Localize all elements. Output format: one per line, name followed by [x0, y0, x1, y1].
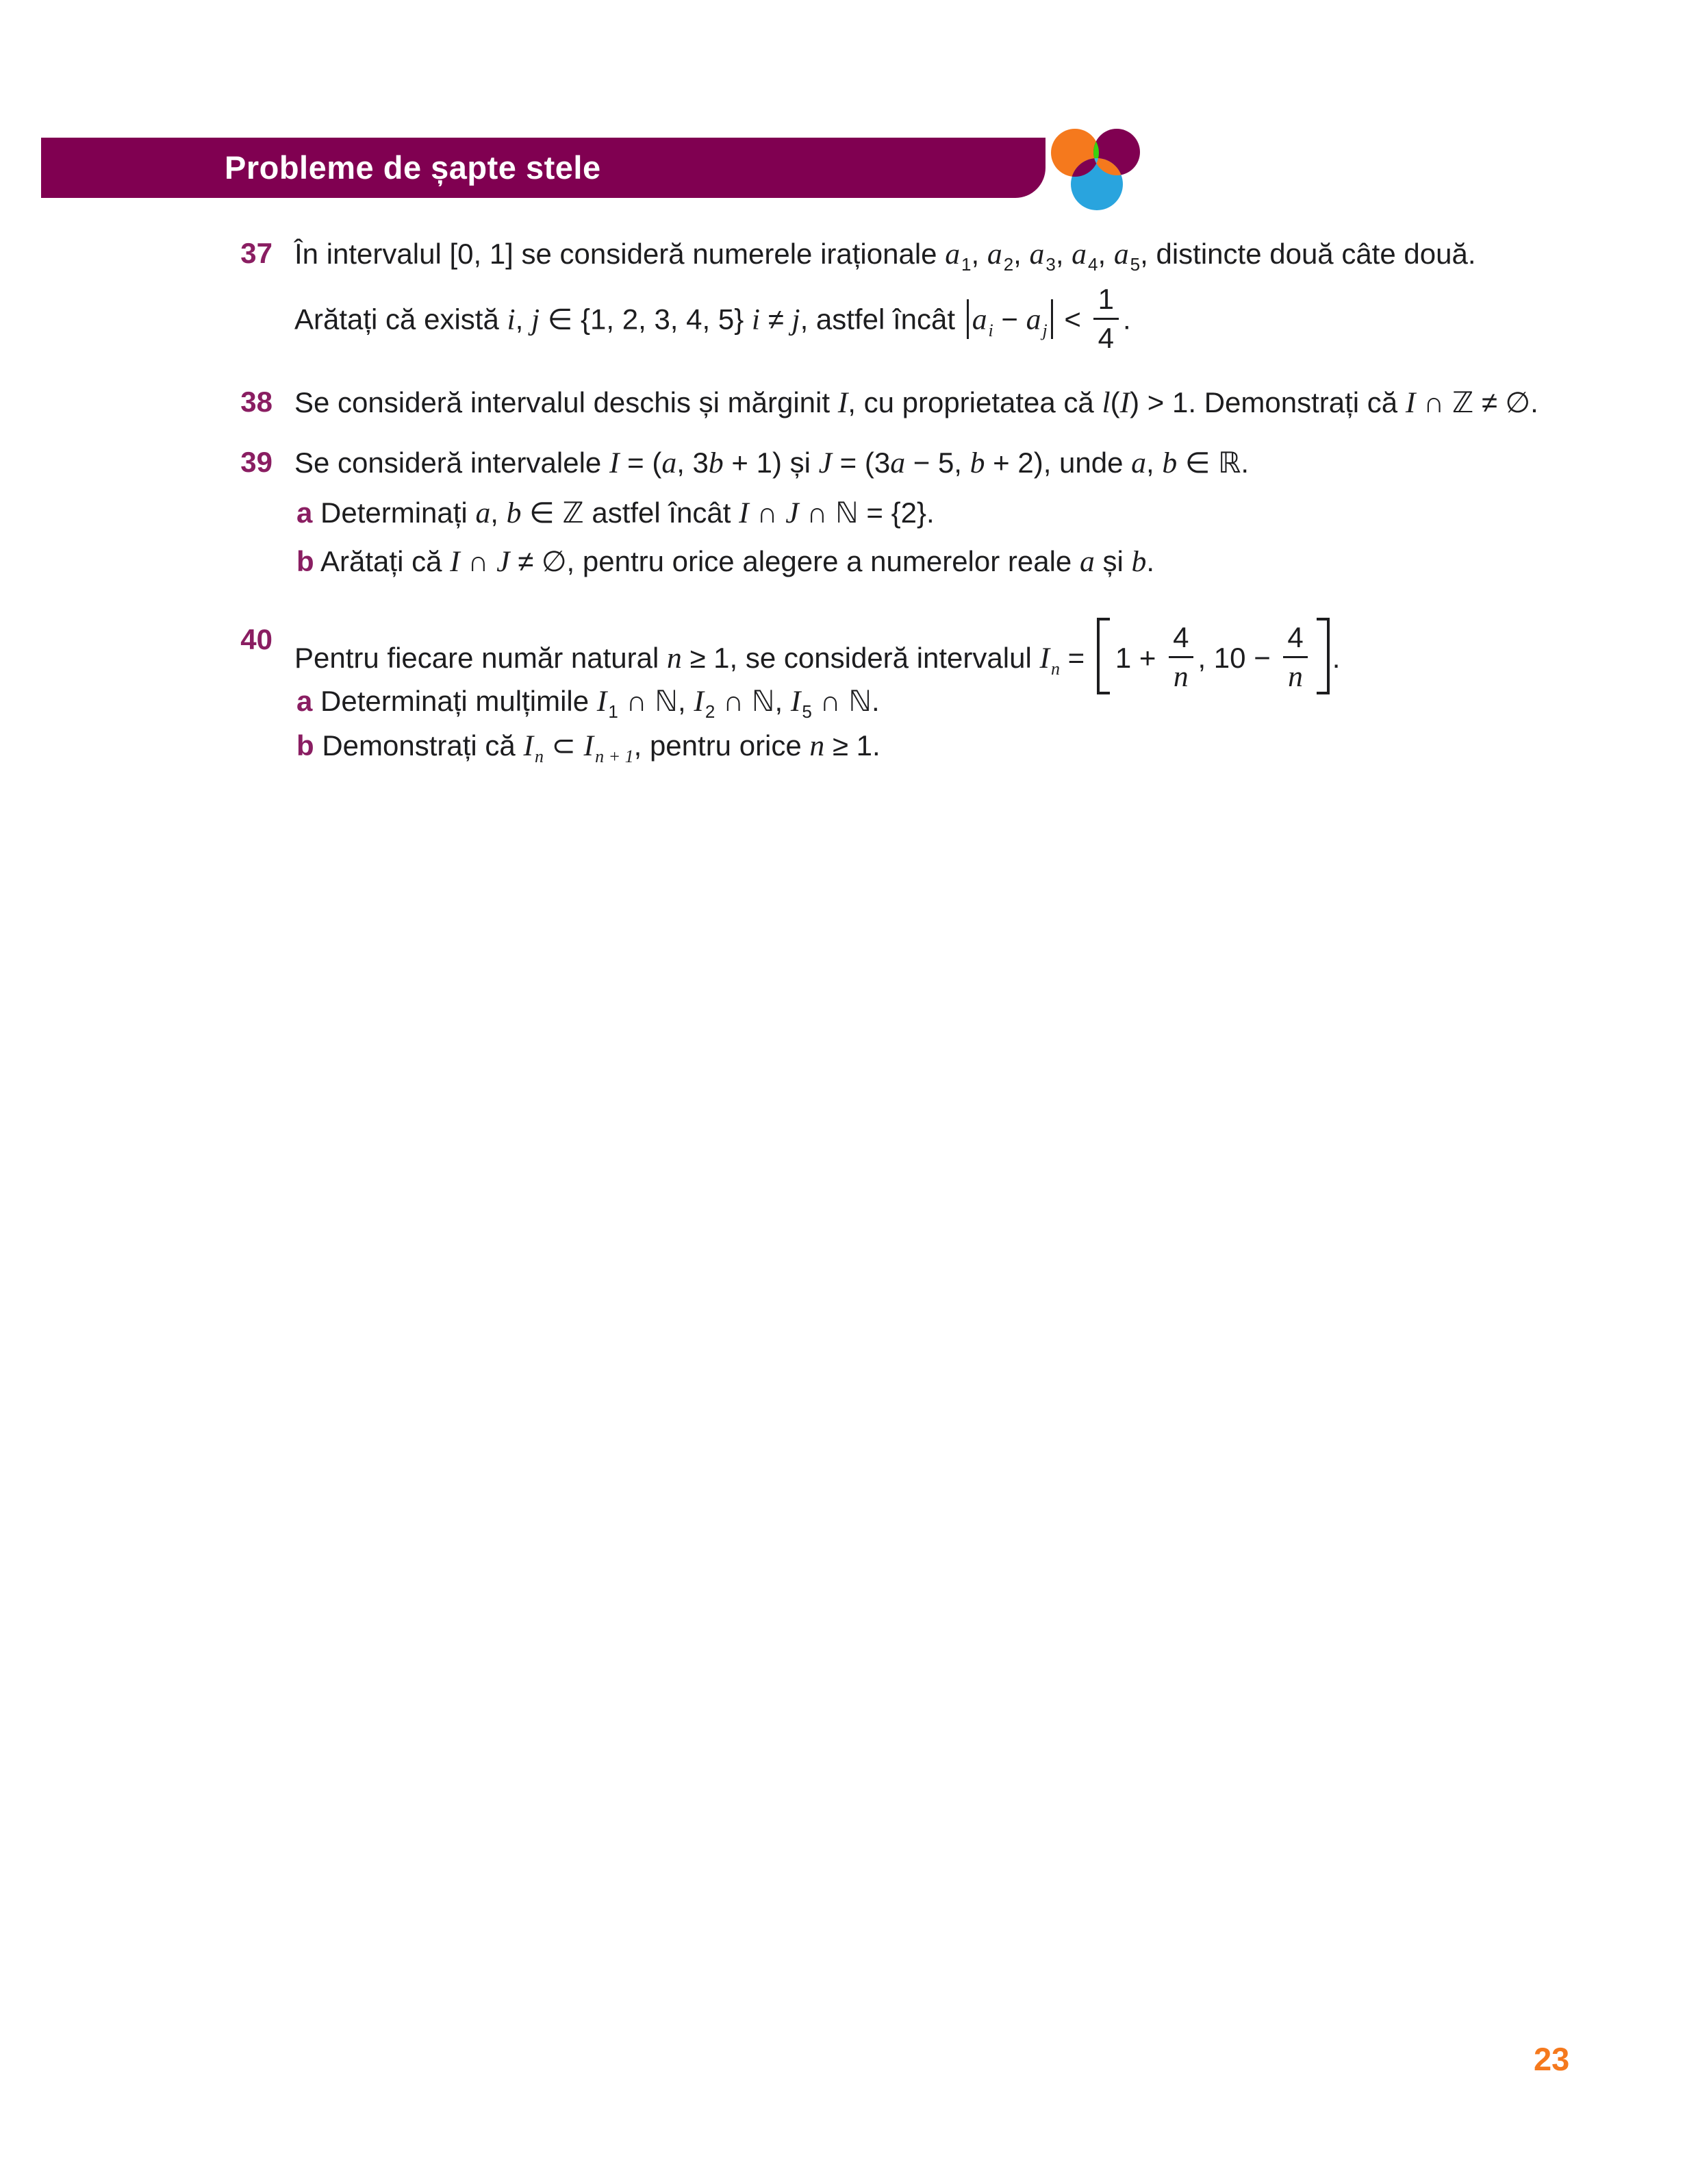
math-var: n — [809, 729, 825, 762]
math-var: a — [475, 497, 491, 529]
math-isub: j — [1042, 320, 1048, 340]
math-var: b — [1162, 447, 1178, 479]
math-var: l — [1102, 386, 1111, 419]
math-var: b — [506, 497, 522, 529]
math-txt: , 3 — [676, 447, 709, 479]
math-txt: . — [1146, 545, 1154, 577]
problem-number-39: 39 — [240, 446, 273, 478]
math-txt: și — [1094, 545, 1132, 577]
math-isub: n + 1 — [595, 746, 634, 766]
math-txt: < — [1056, 303, 1089, 336]
math-txt: Pentru fiecare număr natural — [294, 642, 667, 675]
math-var: J — [496, 545, 510, 578]
math-txt: 1 + — [1115, 642, 1165, 675]
math-var: i — [751, 303, 761, 336]
math-var: a — [1029, 238, 1045, 271]
math-txt: = — [1060, 642, 1093, 675]
math-var: I — [790, 685, 801, 718]
math-var: j — [531, 303, 540, 336]
math-var: n — [666, 642, 682, 675]
math-lbr — [1097, 618, 1110, 694]
math-txt: , astfel încât — [800, 303, 963, 336]
math-txt: ∩ ℕ, — [618, 685, 694, 717]
math-txt: ∈ {1, 2, 3, 4, 5} — [540, 303, 752, 336]
math-var: I — [837, 386, 848, 419]
math-lbl: a — [296, 497, 313, 529]
math-sub: 3 — [1046, 254, 1056, 275]
math-bar — [1051, 299, 1053, 339]
fraction-numerator: 1 — [1098, 283, 1114, 315]
problem-38-line-1 — [294, 384, 1538, 422]
math-txt: − 5, — [905, 447, 970, 479]
math-txt: , cu proprietatea că — [848, 386, 1102, 418]
problem-37-line-1 — [294, 236, 1475, 273]
math-var: J — [785, 497, 799, 529]
math-txt: Arătați că există — [294, 303, 507, 336]
math-txt: ⊂ — [543, 729, 584, 762]
math-txt: − — [993, 303, 1026, 336]
math-txt: ∩ ℕ = {2}. — [798, 497, 935, 529]
fraction-denominator: 4 — [1093, 318, 1119, 353]
math-txt: Determinați mulțimile — [312, 685, 597, 717]
math-frac — [1282, 620, 1308, 693]
math-txt: , — [1013, 238, 1030, 270]
math-var: b — [708, 447, 724, 479]
math-txt: Arătați că — [314, 545, 451, 577]
problem-39-item-b — [296, 543, 1154, 581]
math-var: i — [507, 303, 516, 336]
math-var: a — [661, 447, 677, 479]
problem-number-40: 40 — [240, 623, 273, 655]
math-isub: n — [534, 746, 544, 766]
section-title: Probleme de șapte stele — [225, 149, 601, 186]
math-txt: În intervalul [0, 1] se consideră numerele iraționale — [294, 238, 946, 270]
math-sub: 5 — [1130, 254, 1141, 275]
math-frac — [1168, 620, 1193, 693]
math-sub: 1 — [608, 701, 618, 722]
math-lbl: a — [296, 685, 313, 717]
math-rbr — [1317, 618, 1330, 694]
math-var: I — [1405, 386, 1416, 419]
math-txt: ∩ ℕ, — [715, 685, 791, 717]
math-sub: 4 — [1088, 254, 1098, 275]
math-txt: + 1) și — [723, 447, 819, 479]
math-txt: ≠ ∅, pentru orice alegere a numerelor reale — [509, 545, 1080, 577]
math-txt: Se consideră intervalele — [294, 447, 609, 479]
math-var: I — [596, 685, 607, 718]
math-txt: , pentru orice — [633, 729, 810, 762]
math-var: I — [450, 545, 460, 578]
math-txt: , 10 − — [1198, 642, 1279, 675]
math-txt: , — [490, 497, 507, 529]
math-txt: ∈ ℤ astfel încât — [521, 497, 739, 529]
math-txt: , — [1055, 238, 1072, 270]
math-sub: 2 — [1003, 254, 1014, 275]
math-var: j — [791, 303, 800, 336]
math-var: a — [1079, 545, 1095, 578]
publisher-logo-circles-icon — [1049, 122, 1145, 212]
math-var: J — [818, 447, 833, 479]
math-txt: ∩ ℤ ≠ ∅. — [1415, 386, 1538, 418]
math-sub: 2 — [705, 701, 715, 722]
math-txt: = ( — [619, 447, 662, 479]
math-txt: ≠ — [760, 303, 792, 336]
math-var: I — [694, 685, 704, 718]
math-lbl: b — [296, 545, 314, 577]
math-var: a — [1072, 238, 1087, 271]
math-txt: , — [515, 303, 531, 336]
math-var: a — [972, 303, 987, 336]
math-var: I — [609, 447, 620, 479]
fraction-numerator: 4 — [1173, 620, 1189, 653]
math-var: I — [1039, 642, 1050, 675]
math-isub: i — [988, 320, 993, 340]
math-sub: 5 — [802, 701, 812, 722]
math-txt: ( — [1110, 386, 1120, 418]
math-var: I — [739, 497, 749, 529]
problem-40-item-a — [296, 683, 880, 720]
math-sub: 1 — [961, 254, 972, 275]
problem-number-38: 38 — [240, 386, 273, 418]
problem-39-item-a — [296, 494, 935, 532]
problem-40-item-b — [296, 727, 880, 766]
fraction-numerator: 4 — [1287, 620, 1304, 653]
math-txt: = (3 — [832, 447, 891, 479]
math-var: a — [987, 238, 1002, 271]
math-txt: ∈ ℝ. — [1177, 447, 1250, 479]
math-txt: + 2), unde — [985, 447, 1132, 479]
problem-37-line-2 — [294, 283, 1131, 356]
math-txt: ≥ 1, se consideră intervalul — [681, 642, 1040, 675]
math-var: a — [890, 447, 906, 479]
math-frac — [1093, 284, 1119, 353]
math-txt: . — [1332, 642, 1341, 675]
fraction-denominator: n — [1283, 656, 1308, 693]
math-isub: n — [1051, 659, 1060, 679]
math-txt: ∩ — [459, 545, 497, 577]
math-txt: , — [1145, 447, 1163, 479]
math-txt: ∩ ℕ. — [811, 685, 880, 717]
math-bar — [967, 299, 969, 339]
math-txt: , — [1098, 238, 1114, 270]
math-var: b — [970, 447, 985, 479]
fraction-denominator: n — [1169, 656, 1193, 693]
math-txt: , distincte două câte două. — [1140, 238, 1476, 270]
page-number: 23 — [1534, 2041, 1570, 2077]
math-txt: Demonstrați că — [314, 729, 524, 762]
math-txt: , — [971, 238, 987, 270]
math-var: a — [1113, 238, 1129, 271]
math-var: a — [1026, 303, 1041, 336]
math-var: I — [523, 729, 533, 762]
math-var: I — [1119, 386, 1130, 419]
math-var: I — [583, 729, 594, 762]
section-header-band — [41, 138, 1046, 198]
problem-number-37: 37 — [240, 237, 273, 269]
problem-39-line-1 — [294, 444, 1249, 482]
math-txt: ≥ 1. — [824, 729, 880, 762]
math-var: a — [1131, 447, 1146, 479]
math-txt: . — [1122, 303, 1131, 336]
math-txt: ∩ — [748, 497, 786, 529]
math-lbl: b — [296, 729, 314, 762]
math-txt: Se consideră intervalul deschis și mărginit — [294, 386, 838, 418]
math-txt: Determinați — [312, 497, 476, 529]
math-txt: ) > 1. Demonstrați că — [1130, 386, 1406, 418]
math-var: b — [1131, 545, 1147, 578]
math-var: a — [945, 238, 961, 271]
